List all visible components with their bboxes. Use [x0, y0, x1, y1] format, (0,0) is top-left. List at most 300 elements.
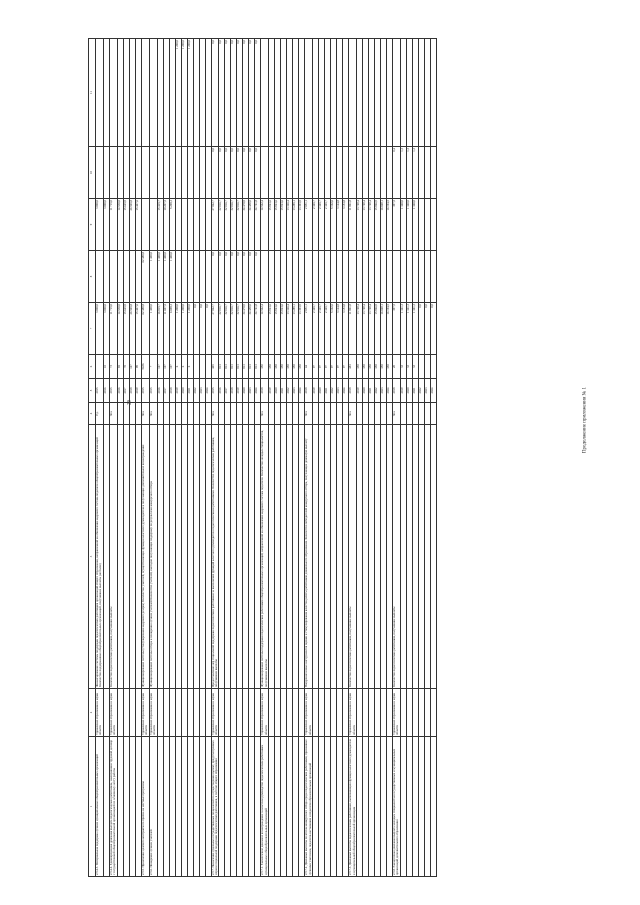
col-header: 5 [89, 379, 96, 403]
cell-c7: 13 749,4 [369, 303, 375, 355]
cell-c7: 62 480,8 [141, 303, 149, 355]
cell-c8: 1 400,0 [169, 251, 175, 303]
table-row [261, 39, 269, 877]
cell-c4: Чел. [141, 403, 149, 425]
cell-c6: 73 [109, 355, 117, 379]
cell-c7: 27 822,7 [211, 303, 219, 355]
cell-c9: 13 749,4 [363, 199, 369, 251]
cell-c7: 15 966,9 [375, 303, 381, 355]
cell-c9: 3 153,8 [343, 199, 349, 251]
cell-c6: 358 [281, 355, 287, 379]
table-row [305, 39, 313, 877]
cell-c9: 15 923,6 [269, 199, 275, 251]
cell-c9: 11 861,8 [349, 199, 357, 251]
cell-c3: Количество педагогических работников, получивших выплаты [349, 425, 357, 689]
cell-c7: 3 124,8 [337, 303, 343, 355]
cell-c9: 13 749,4 [357, 199, 363, 251]
cell-c5: 2024 [387, 379, 393, 403]
cell-c2: Управление образования и науки области [305, 689, 313, 737]
cell-c5: 2022 [287, 379, 293, 403]
cell-c1: 2.5.6. Поощрение лучших учителей [149, 737, 157, 877]
cell-c7: 0,0 [205, 303, 211, 355]
cell-c5: 2023 [337, 379, 343, 403]
cell-c5: 2020 [363, 379, 369, 403]
cell-c5: 2015 [149, 379, 157, 403]
col-header: 2 [89, 689, 96, 737]
cell-c11 [109, 39, 117, 147]
cell-c6: 167 [157, 355, 163, 379]
cell-c9: 13 285,1 [293, 199, 299, 251]
cell-c9: 15 467,6 [135, 199, 141, 251]
cell-c9: 13 749,4 [369, 199, 375, 251]
cell-c8: 0,0 [219, 251, 225, 303]
cell-c6: 813 [219, 355, 225, 379]
cell-c3 [430, 425, 436, 689]
cell-c2: Управление образования и науки области [211, 689, 219, 737]
cell-c9: 2 345,7 [319, 199, 325, 251]
cell-c7: 3 000,0 [103, 303, 109, 355]
cell-c1: 2.5.5. Применение целевого контрактного приема на местные программы [141, 737, 149, 877]
cell-c10 [261, 147, 269, 199]
cell-c5: 2024 [205, 379, 211, 403]
page-number: 29 [127, 400, 133, 405]
cell-c1: 2.5.7.2. Денежные выплаты по итогам конкурсного отбора среди педагогических работников, признанных лучшими учителями, педагогов-наставников и педагогов образовательных организаций [305, 737, 313, 877]
cell-c9: 2 345,7 [313, 199, 319, 251]
cell-c8: 0,0 [243, 251, 249, 303]
cell-c7: 3 000,0 [96, 303, 104, 355]
cell-c9: 1 340,0 [406, 199, 412, 251]
cell-c6: 358 [287, 355, 293, 379]
cell-c2: Управление образования и науки области [96, 689, 104, 737]
cell-c6: 813 [249, 355, 255, 379]
cell-c10: 1,3 [412, 147, 418, 199]
cell-c11: 0,0 [211, 39, 219, 147]
cell-c6: 6 [181, 355, 187, 379]
cell-c8 [349, 251, 357, 303]
cell-c6: 358 [369, 355, 375, 379]
cell-c6: 6 [175, 355, 181, 379]
cell-c7: 2 345,7 [319, 303, 325, 355]
cell-c11 [305, 39, 313, 147]
cell-c5: 2019 [357, 379, 363, 403]
cell-c7: 5 102,6 [331, 303, 337, 355]
cell-c7: 14 542,4 [261, 303, 269, 355]
cell-c7: 32 016,7 [237, 303, 243, 355]
cell-c5: 2024 [430, 379, 436, 403]
cell-c8: 0,0 [249, 251, 255, 303]
cell-c7: 15 923,6 [281, 303, 287, 355]
cell-c9: 15 415,7 [157, 199, 163, 251]
cell-c7: 15 923,6 [269, 303, 275, 355]
cell-c7: 13 326,4 [287, 303, 293, 355]
cell-c5: 2022 [193, 379, 199, 403]
cell-c10 [109, 147, 117, 199]
cell-c7: 13 749,4 [363, 303, 369, 355]
cell-c9: 3 000,0 [96, 199, 104, 251]
cell-c6 [430, 355, 436, 379]
cell-c9: 3 124,8 [337, 199, 343, 251]
cell-c5: 2015 [141, 379, 149, 403]
cell-c6: 350 [261, 355, 269, 379]
cell-c2: Управление образования и науки области [149, 689, 157, 737]
cell-c5: 2018 [305, 379, 313, 403]
cell-c4: Ед. [96, 403, 104, 425]
cell-c7: 34 741,8 [255, 303, 261, 355]
cell-c7: 0,0 [418, 303, 424, 355]
cell-c2 [430, 689, 436, 737]
cell-c9: 1 340,0 [400, 199, 406, 251]
cell-c10 [141, 147, 149, 199]
cell-c5: 2020 [319, 379, 325, 403]
cell-c7: 14 530,0 [117, 303, 123, 355]
cell-c10: 1,3 [400, 147, 406, 199]
cell-c8 [393, 251, 401, 303]
cell-c6: 813 [255, 355, 261, 379]
cell-c9: 15 923,6 [275, 199, 281, 251]
cell-c9: 15 625,9 [123, 199, 129, 251]
cell-c11: 0,0 [243, 39, 249, 147]
cell-c7: 32 016,7 [231, 303, 237, 355]
cell-c1 [430, 737, 436, 877]
cell-c11: 0,0 [225, 39, 231, 147]
col-header: 9 [89, 199, 96, 251]
cell-c7: 1 341,3 [400, 303, 406, 355]
cell-c6: 33 [400, 355, 406, 379]
cell-c5: 2018 [231, 379, 237, 403]
cell-c10: 0,0 [219, 147, 225, 199]
cell-c6: 358 [299, 355, 305, 379]
cell-c1: 2.5.4.4. Единовременная денежная выплата педагогическим работникам, заключившим трудовой договор с государственной общеобразовательной организацией по основному месту работы [109, 737, 117, 877]
cell-c6: 358 [269, 355, 275, 379]
cell-c4: Чел. [305, 403, 313, 425]
cell-c7: 11 607,5 [163, 303, 169, 355]
cell-c6: 813 [231, 355, 237, 379]
cell-c9: 26 565,8 [129, 199, 135, 251]
cell-c8: 0,0 [237, 251, 243, 303]
cell-c8: 1 400,0 [163, 251, 169, 303]
cell-c4: Чел. [109, 403, 117, 425]
cell-c7: 34 478,9 [243, 303, 249, 355]
cell-c8: 62 480,8 [141, 251, 149, 303]
cell-c9: 32 016,7 [231, 199, 237, 251]
cell-c6: 813 [225, 355, 231, 379]
cell-c8: 0,0 [211, 251, 219, 303]
cell-c2: Управление образования и науки области [393, 689, 401, 737]
cell-c5: 2019 [175, 379, 181, 403]
cell-c9: 32 016,7 [225, 199, 231, 251]
cell-c10: 0,0 [255, 147, 261, 199]
cell-c5: 2024 [255, 379, 261, 403]
cell-c6: 44 [305, 355, 313, 379]
cell-c6: 465 [211, 355, 219, 379]
cell-c5: 2019 [135, 379, 141, 403]
cell-c5: 2019 [313, 379, 319, 403]
cell-c10: 0,0 [237, 147, 243, 199]
table-row [141, 39, 149, 877]
cell-c7: 32 016,7 [225, 303, 231, 355]
cell-c9: 27 822,7 [211, 199, 219, 251]
cell-c6: 358 [381, 355, 387, 379]
cell-c1: 2.5.4.3. Материальная поддержка лучших муниципальных общеобразовательных организаций [96, 737, 104, 877]
cell-c4: Чел. [211, 403, 219, 425]
cell-c7: 11 715,0 [109, 303, 117, 355]
cell-c5: 2022 [375, 379, 381, 403]
cell-c5: 2023 [199, 379, 205, 403]
cell-c11 [96, 39, 104, 147]
col-header: 1 [89, 737, 96, 877]
cell-c7: 0,0 [430, 303, 436, 355]
cell-c5: 2020 [275, 379, 281, 403]
cell-c3: Количество педагогических работников, получивших выплаты [393, 425, 401, 689]
cell-c4: Чел. [393, 403, 401, 425]
cell-c2: Управление образования и науки области [109, 689, 117, 737]
cell-c6: 107 [163, 355, 169, 379]
col-header: 4 [89, 403, 96, 425]
cell-c9: 13 326,4 [287, 199, 293, 251]
cell-c4: Чел. [349, 403, 357, 425]
cell-c7: 397,5 [393, 303, 401, 355]
cell-c10 [305, 147, 313, 199]
cell-c2: Управление образования и науки области [349, 689, 357, 737]
cell-c6: 6 [187, 355, 193, 379]
table-body [96, 39, 437, 877]
cell-c5: 2018 [393, 379, 401, 403]
cell-c3: Предоставление мер социальной поддержки педагогическим работникам за выполнение функций классного руководителя педагогическими работниками. Количество педагогических работников, получивших выплаты [211, 425, 219, 689]
cell-c9: 32 016,7 [237, 199, 243, 251]
cell-c9: 2 345,7 [325, 199, 331, 251]
program-table [88, 38, 437, 877]
col-header: 8 [89, 251, 96, 303]
cell-c7: 2 345,7 [325, 303, 331, 355]
cell-c6: 97 [325, 355, 331, 379]
cell-c5: 2019 [400, 379, 406, 403]
cell-c7: 13 393,9 [299, 303, 305, 355]
cell-c10 [430, 147, 436, 199]
cell-c5: 2019 [269, 379, 275, 403]
cell-c3: Внедрение новых инструментов оценки и стимулирования качества работы работников дошкольного образования. Количество победителей конкурсного отбора, получающих денежную выплату [305, 425, 313, 689]
cell-c1: 2.5.8. Ежемесячная денежная выплата молодым специалистам государственных и муниципальных организаций дополнительного образования [393, 737, 401, 877]
cell-c7: 1 400,0 [149, 303, 157, 355]
cell-c7: 15 923,6 [275, 303, 281, 355]
table-row [149, 39, 157, 877]
col-header: 7 [89, 303, 96, 355]
cell-c8: 1 400,0 [149, 251, 157, 303]
rotated-page [88, 39, 592, 877]
cell-c5: 2015 [96, 379, 104, 403]
cell-c5: 2015 [109, 379, 117, 403]
cell-c7: 22 016,7 [219, 303, 225, 355]
cell-c6: 813 [237, 355, 243, 379]
cell-c7: 13 749,4 [357, 303, 363, 355]
cell-c10: 0,0 [231, 147, 237, 199]
col-header: 3 [89, 425, 96, 689]
cell-c1: 2.5.7. Назначение отдельных государственных полномочий по осуществлению выплат, предусмотренных мерами социальной поддержки педагогических работников, в системе общего образования [211, 737, 219, 877]
cell-c10: 0,0 [211, 147, 219, 199]
table-row [109, 39, 117, 877]
cell-c7: 13 285,1 [293, 303, 299, 355]
cell-c7: 34 459,0 [249, 303, 255, 355]
cell-c9: 15 966,9 [375, 199, 381, 251]
cell-c7: 1 341,3 [406, 303, 412, 355]
cell-c7: 16 815,7 [157, 303, 163, 355]
cell-c6: 358 [375, 355, 381, 379]
cell-c9: 34 741,8 [255, 199, 261, 251]
cell-c7: 3 153,8 [343, 303, 349, 355]
cell-c7: 2 051,1 [305, 303, 313, 355]
cell-c8 [305, 251, 313, 303]
cell-c9 [430, 199, 436, 251]
cell-c9 [141, 199, 149, 251]
cell-c9: 5 102,6 [331, 199, 337, 251]
cell-c5: 2018 [349, 379, 357, 403]
cell-c5: 2017 [225, 379, 231, 403]
cell-c11: 1 200,0 [175, 39, 181, 147]
cell-c7: 1 200,0 [187, 303, 193, 355]
table-row [211, 39, 219, 877]
cell-c10: 0,0 [249, 147, 255, 199]
cell-c11: 0,0 [219, 39, 225, 147]
cell-c6: 99 [135, 355, 141, 379]
cell-c8 [430, 251, 436, 303]
cell-c3: Функционирование системы (стимулирования кадрового резерва) Количество учителей, осуществляющих функции классного руководителя и получающих дополнительное вознаграждение [141, 425, 149, 689]
cell-c6: 7 [149, 355, 157, 379]
cell-c5: 2021 [369, 379, 375, 403]
col-header: 11 [89, 39, 96, 147]
cell-c11: 0,0 [231, 39, 237, 147]
cell-c5: 2022 [331, 379, 337, 403]
cell-c5: 2024 [343, 379, 349, 403]
cell-c8: 1 400,0 [157, 251, 163, 303]
cell-c10 [149, 147, 157, 199]
cell-c10 [349, 147, 357, 199]
table-row [430, 39, 436, 877]
cell-c5: 2023 [293, 379, 299, 403]
cell-c5: 2018 [129, 379, 135, 403]
cell-c11: 1 200,0 [187, 39, 193, 147]
cell-c9: 397,5 [393, 199, 401, 251]
cell-c6: 97 [331, 355, 337, 379]
cell-c5: 2020 [181, 379, 187, 403]
cell-c7: 0,0 [199, 303, 205, 355]
cell-c5: 2020 [406, 379, 412, 403]
cell-c6: 167 [129, 355, 135, 379]
table-row [349, 39, 357, 877]
cell-c6: 97 [337, 355, 343, 379]
cell-c11: 0,0 [255, 39, 261, 147]
attachment-label: Продолжение приложения № 1 [582, 386, 588, 454]
cell-c5: 2016 [117, 379, 123, 403]
cell-c6: 20 [393, 355, 401, 379]
cell-c9: 10 207,5 [163, 199, 169, 251]
cell-c11 [141, 39, 149, 147]
cell-c5: 2018 [261, 379, 269, 403]
cell-c7: 1 341,3 [412, 303, 418, 355]
cell-c1: 2.5.7.1. Ежемесячное денежное вознаграждение за классное руководство педагогическим работникам муниципальных общеобразовательных организаций [261, 737, 269, 877]
cell-c6: 813 [243, 355, 249, 379]
cell-c7: 11 861,8 [349, 303, 357, 355]
cell-c9: 34 459,0 [249, 199, 255, 251]
cell-c10 [96, 147, 104, 199]
cell-c5: 2016 [103, 379, 109, 403]
cell-c3: Функционирование системы поддержки педагогических работников общеобразовательных организаций, направленной на обновление кадрового состава педагогов. Количество молодых специалистов, получивших выплаты [261, 425, 269, 689]
cell-c6: 33 [406, 355, 412, 379]
cell-c9: 13 393,9 [299, 199, 305, 251]
cell-c11: 1 200,0 [181, 39, 187, 147]
cell-c7: 15 625,9 [123, 303, 129, 355]
cell-c2: Управление образования и науки области [141, 689, 149, 737]
cell-c5: 2021 [325, 379, 331, 403]
cell-c4: Чел. [261, 403, 269, 425]
cell-c6: 107 [169, 355, 175, 379]
cell-c7: 16 194,5 [387, 303, 393, 355]
col-header: 10 [89, 147, 96, 199]
cell-c9: 16 194,5 [387, 199, 393, 251]
cell-c7: 0,0 [193, 303, 199, 355]
cell-c6: 97 [313, 355, 319, 379]
cell-c11: 0,0 [249, 39, 255, 147]
cell-c5: 2021 [187, 379, 193, 403]
cell-c10: 0,0 [225, 147, 231, 199]
cell-c7: 15 467,6 [135, 303, 141, 355]
cell-c3: Количество педагогических работников, получивших выплаты [109, 425, 117, 689]
cell-c8 [96, 251, 104, 303]
cell-c2: Управление образования и науки области [261, 689, 269, 737]
cell-c9: 14 542,4 [261, 199, 269, 251]
table-row [96, 39, 104, 877]
cell-c9: 11 715,0 [109, 199, 117, 251]
cell-c5: 2021 [281, 379, 287, 403]
cell-c5: 2023 [249, 379, 255, 403]
cell-c7: 0,0 [424, 303, 430, 355]
cell-c5: 2019 [237, 379, 243, 403]
cell-c6: 10 [103, 355, 109, 379]
cell-c5: 2023 [424, 379, 430, 403]
cell-c5: 2015 [211, 379, 219, 403]
cell-c11 [430, 39, 436, 147]
cell-c9: 5 298,3 [169, 199, 175, 251]
cell-c5: 2016 [219, 379, 225, 403]
cell-c8 [109, 251, 117, 303]
table-row [393, 39, 401, 877]
cell-c6: 358 [363, 355, 369, 379]
cell-c10: 0,0 [243, 147, 249, 199]
cell-c6: 358 [387, 355, 393, 379]
col-header: 6 [89, 355, 96, 379]
cell-c11 [149, 39, 157, 147]
cell-c5: 2017 [163, 379, 169, 403]
cell-c11 [349, 39, 357, 147]
cell-c10: 1,3 [406, 147, 412, 199]
cell-c9: 34 478,9 [243, 199, 249, 251]
cell-c5: 2017 [123, 379, 129, 403]
cell-c6: 97 [319, 355, 325, 379]
cell-c8 [261, 251, 269, 303]
cell-c7: 26 565,8 [129, 303, 135, 355]
cell-c6: 358 [357, 355, 363, 379]
cell-c9: 2 051,1 [305, 199, 313, 251]
cell-c9 [149, 199, 157, 251]
cell-c5: 2023 [381, 379, 387, 403]
cell-c5: 2020 [243, 379, 249, 403]
cell-c5: 2022 [418, 379, 424, 403]
cell-c6: 70 [123, 355, 129, 379]
cell-c7: 1 200,0 [175, 303, 181, 355]
cell-c9: 22 016,7 [219, 199, 225, 251]
cell-c6: 97 [343, 355, 349, 379]
cell-c6: 5436 [141, 355, 149, 379]
cell-c9: 16 049,1 [381, 199, 387, 251]
cell-c9: 3 000,0 [103, 199, 109, 251]
